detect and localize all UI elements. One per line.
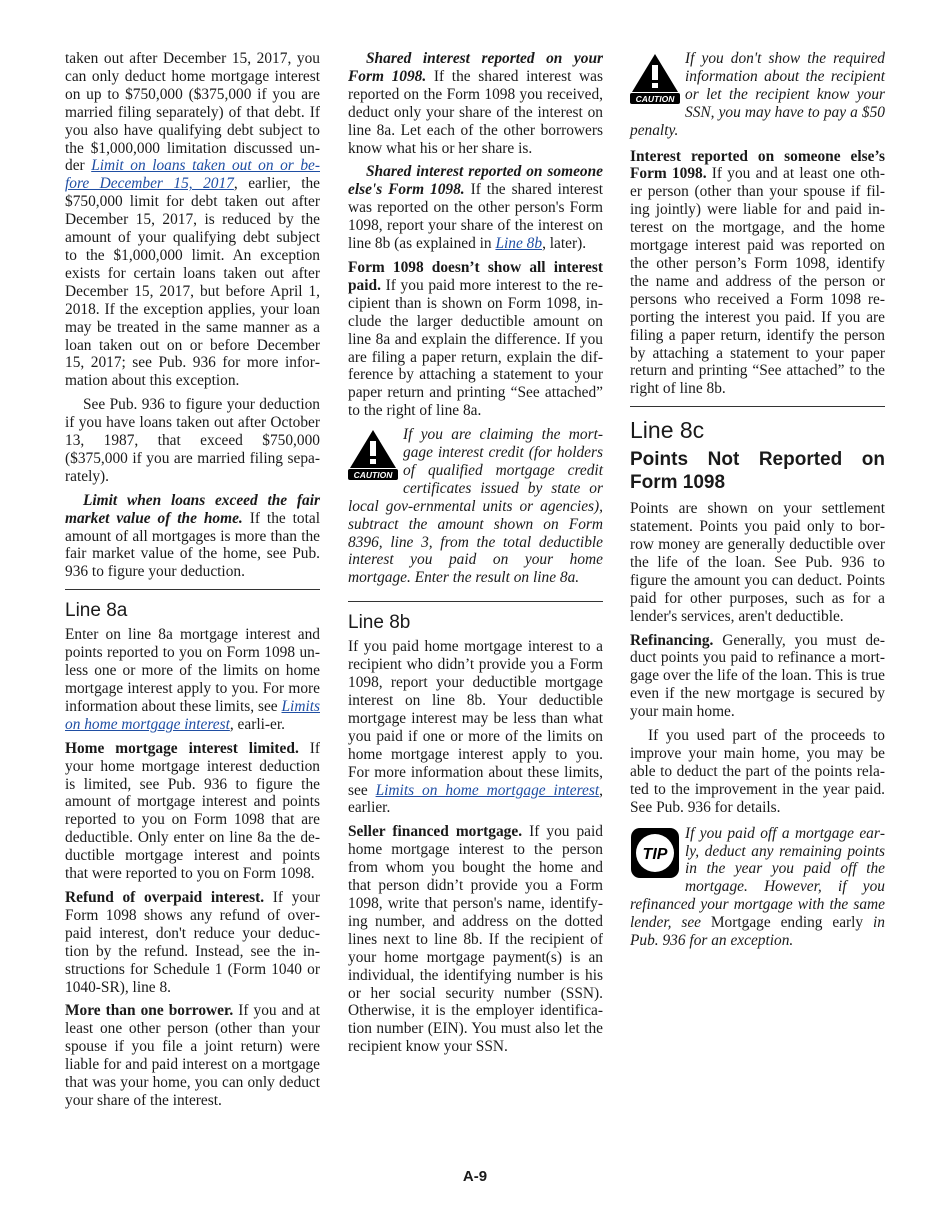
caution-note: CAUTION If you are claiming the mort‐gage interest credit (for holders of qualified mortgage credit certificates issued by state or local gov‐ernmental units or agencies), subtract the amount shown on Form 8396, line 3, from the total deductible interest you paid on your home mortgage. Enter the result on line 8a.: [348, 426, 603, 587]
svg-text:CAUTION: CAUTION: [353, 470, 393, 481]
heading-line-8c: Line 8c: [630, 417, 705, 444]
column-3: [630, 50, 885, 958]
link-line-8b[interactable]: Line 8b: [495, 235, 543, 253]
paragraph: taken out after December 15, 2017, you can only deduct home mortgage interest on up to $750,000 ($375,000 if you are married filing separately) of that debt. If you also have qualifying debt subject to the $1,000,000 limitation discussed un‐der Limit on loans taken out on or be‐fore December 15, 2017, earlier, the $750,000 limit for debt taken out after December 15, 2017, is reduced by the amount of your qualifying debt subject to the $1,000,000 limit. An exception exists for certain loans taken out after December 15, 2017, but before April 1, 2018. If the exception applies, your loan may be treated in the same manner as a loan taken out on or before December 15, 2017; see Pub. 936 for more infor‐mation about this exception.: [65, 50, 321, 390]
paragraph: If you used part of the proceeds to improve your main home, you may be able to deduct the part of the points rela‐ted to the improvement in the year paid. See Pub. 936 for details.: [630, 727, 885, 816]
caution-note: CAUTION If you don't show the required information about the recipient or let the recipient know your SSN, you may have to pay a $50 penalty.: [630, 50, 885, 139]
paragraph: If you paid home mortgage interest to a recipient who didn’t provide you a Form 1098, report your deductible mortgage interest on line 8b. Your deductible mortgage interest may be less than what you paid if one or more of the limits on home mortgage interest apply to you. For more information about these limits, see Limits on home mortgage interest, earlier.: [348, 638, 603, 817]
paragraph: Home mortgage interest limited. If your home mortgage interest deduction is limited, see Pub. 936 to figure the amount of mortgage interest and points reported to you on Form 1098 that are deductible. Only enter on line 8a the de‐ductible mortgage interest and points that were reported to you on Form 1098.: [65, 739, 320, 883]
link-limits-home-mortgage[interactable]: Limits on home mortgage interest: [65, 697, 320, 733]
svg-text:CAUTION: CAUTION: [635, 94, 675, 104]
paragraph: Limit when loans exceed the fair market value of the home. If the total amount of all mortgages is more than the fair market value of the home, see Pub. 936 to figure your deduction.: [65, 491, 321, 581]
paragraph: More than one borrower. If you and at least one other person (other than your spouse if you file a joint return) were liable for and paid interest on a mortgage that was your home, you can only deduct your share of the interest.: [65, 1002, 320, 1109]
divider: [348, 601, 603, 602]
paragraph: Form 1098 doesn’t show all interest paid. If you paid more interest to the re‐cipient than is shown on Form 1098, in‐clude the larger deductible amount on line 8a and explain the difference. If you are filing a paper return, explain the dif‐ference by attaching a statement to your paper return and printing “See attached” to the right of line 8a.: [348, 258, 603, 420]
paragraph: Enter on line 8a mortgage interest and points reported to you on Form 1098 un‐less one or more of the limits on home mortgage interest apply to you. For more information about these limits, see Limits on home mortgage interest, earli‐er.: [65, 626, 320, 733]
paragraph: Shared interest reported on someone else's Form 1098. If the shared interest was reported on the other person's Form 1098, report your share of the interest on line 8b (as explained in Line 8b, later).: [348, 163, 603, 253]
divider: [65, 589, 320, 590]
paragraph: Seller financed mortgage. If you paid home mortgage interest to the person from whom you bought the home and that person didn’t provide you a Form 1098, write that person's name, identify‐ing number, and address on the dotted lines next to line 8b. If the recipient of your home mortgage payment(s) is an individual, the identifying number is his or her social security number (SSN). Otherwise, it is the employer identifica‐tion number (EIN). You must also let the recipient know your SSN.: [348, 823, 603, 1056]
subheading-points: Points Not Reported on Form 1098: [630, 449, 885, 493]
heading-line-8a: Line 8a: [65, 600, 128, 622]
divider: [630, 406, 885, 407]
paragraph: Interest reported on someone else’s Form 1098. If you and at least one oth‐er person (other than your spouse if fil‐ing jointly) were liable for and paid in‐terest on the mortgage, and the home mortgage interest paid was reported on the other person’s Form 1098, identify the name and address of the person or persons who received a Form 1098 re‐porting the interest you paid. If you are filing a paper return, identify the person by attaching a statement to your paper return and printing “See attached” to the right of line 8b.: [630, 147, 885, 398]
page-number: A-9: [462, 1168, 488, 1185]
tip-note: TIP If you paid off a mortgage ear‐ly, deduct any remaining points in the year you paid off the mortgage. However, if you refinanced your mortgage with the same lender, see Mortgage ending early in Pub. 936 for an exception.: [630, 824, 885, 950]
column-1: [65, 50, 320, 1116]
paragraph: Shared interest reported on your Form 1098. If the shared interest was reported on the Form 1098 you received, deduct only your share of the interest on line 8a. Let each of the other borrowers know what his or her share is.: [348, 50, 603, 157]
link-limits-home-mortgage[interactable]: Limits on home mortgage interest: [375, 781, 600, 799]
paragraph: Refinancing. Generally, you must de‐duct points you paid to refinance a mort‐gage over the life of the loan. This is true even if the new mortgage is secured by your main home.: [630, 631, 885, 721]
svg-text:TIP: TIP: [642, 845, 668, 863]
link-limit-on-loans[interactable]: Limit on loans taken out on or be‐fore December 15, 2017: [65, 157, 320, 193]
tip-icon: [630, 827, 680, 879]
column-2: [348, 50, 603, 1062]
heading-line-8b: Line 8b: [348, 612, 411, 634]
paragraph: Refund of overpaid interest. If your Form 1098 shows any refund of over‐paid interest, don't reduce your deduc‐tion by the refund. Instead, see the in‐structions for Schedule 1 (Form 1040 or 1040-SR), line 8.: [65, 888, 320, 996]
caution-icon: [348, 428, 398, 480]
caution-icon: [630, 52, 680, 104]
paragraph: See Pub. 936 to figure your deduction if you have loans taken out after October 13, 1987, that exceed $750,000 ($375,000 if you are married filing sepa‐rately).: [65, 396, 320, 485]
paragraph: Points are shown on your settlement statement. Points you paid only to bor‐row money are generally deductible over the life of the loan. See Pub. 936 to figure the amount you can deduct. Points paid for other purposes, such as for a lender's services, aren't deductible.: [630, 500, 885, 625]
